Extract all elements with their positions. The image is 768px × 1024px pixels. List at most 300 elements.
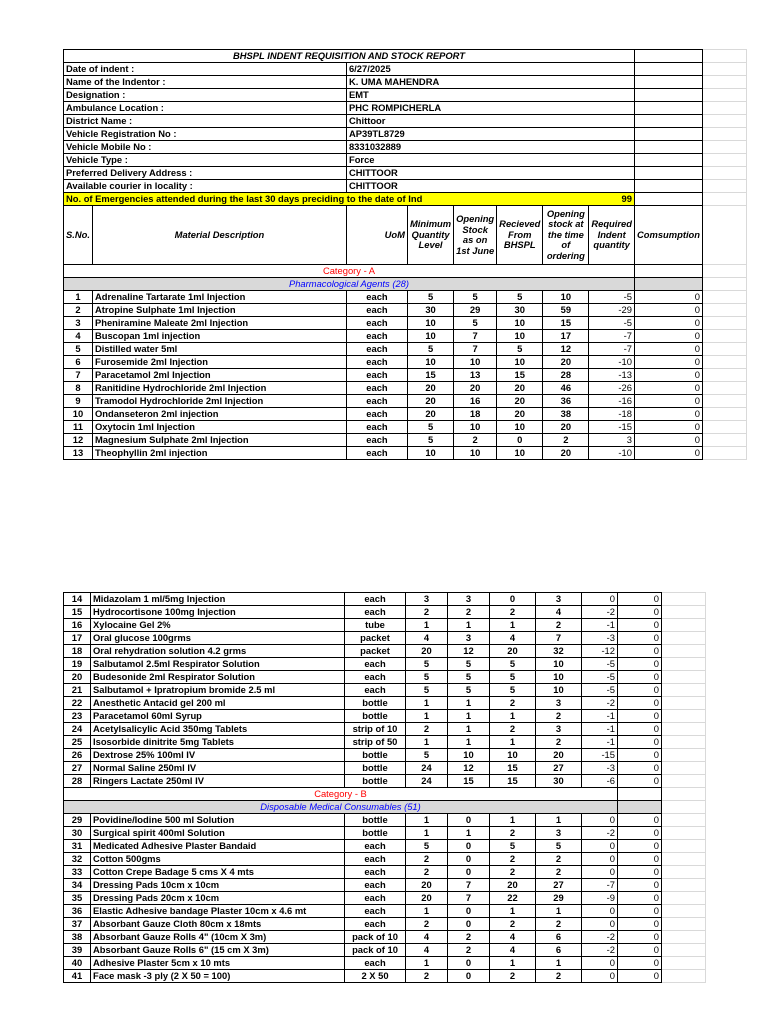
item-sno: 13 <box>64 447 93 460</box>
item-opening-stock: 0 <box>448 814 490 827</box>
item-received: 2 <box>490 853 536 866</box>
item-opening-stock: 2 <box>454 434 497 447</box>
item-description: Salbutamol 2.5ml Respirator Solution <box>91 658 345 671</box>
item-sno: 8 <box>64 382 93 395</box>
item-sno: 32 <box>64 853 91 866</box>
category-a-row-label: Category - A <box>64 265 635 278</box>
item-sno: 41 <box>64 970 91 983</box>
item-min-qty: 5 <box>406 749 448 762</box>
item-stock-at-order: 6 <box>536 931 582 944</box>
item-uom: packet <box>345 645 406 658</box>
item-consumption: 0 <box>618 970 662 983</box>
item-required-qty: -26 <box>589 382 635 395</box>
table-row <box>64 749 706 762</box>
info-value: 6/27/2025 <box>346 63 634 76</box>
header-stock: Opening stock at the time of ordering <box>543 206 589 265</box>
item-description: Medicated Adhesive Plaster Bandaid <box>91 840 345 853</box>
item-sno: 25 <box>64 736 91 749</box>
item-uom: each <box>345 892 406 905</box>
item-min-qty: 30 <box>407 304 453 317</box>
item-min-qty: 1 <box>406 710 448 723</box>
item-consumption: 0 <box>618 918 662 931</box>
item-received: 5 <box>490 658 536 671</box>
item-consumption: 0 <box>618 606 662 619</box>
item-stock-at-order: 2 <box>536 918 582 931</box>
table-row <box>64 814 706 827</box>
item-sno: 34 <box>64 879 91 892</box>
item-uom: strip of 50 <box>345 736 406 749</box>
item-consumption: 0 <box>634 395 702 408</box>
item-uom: each <box>345 918 406 931</box>
info-value: Chittoor <box>346 115 634 128</box>
item-description: Adhesive Plaster 5cm x 10 mts <box>91 957 345 970</box>
table-row <box>64 723 706 736</box>
item-required-qty: 0 <box>582 970 618 983</box>
item-min-qty: 1 <box>406 957 448 970</box>
info-label: Preferred Delivery Address : <box>64 167 347 180</box>
item-uom: pack of 10 <box>345 931 406 944</box>
item-consumption: 0 <box>618 684 662 697</box>
item-received: 1 <box>490 736 536 749</box>
item-min-qty: 2 <box>406 853 448 866</box>
item-uom: 2 X 50 <box>345 970 406 983</box>
item-received: 2 <box>490 723 536 736</box>
item-sno: 23 <box>64 710 91 723</box>
item-required-qty: -7 <box>589 330 635 343</box>
header-consumption: Comsumption <box>634 206 702 265</box>
info-row <box>64 180 747 193</box>
item-consumption: 0 <box>618 671 662 684</box>
info-row <box>64 63 747 76</box>
item-description: Acetylsalicylic Acid 350mg Tablets <box>91 723 345 736</box>
item-received: 10 <box>497 330 543 343</box>
item-min-qty: 10 <box>407 317 453 330</box>
item-stock-at-order: 2 <box>536 853 582 866</box>
item-sno: 22 <box>64 697 91 710</box>
item-stock-at-order: 3 <box>536 697 582 710</box>
item-stock-at-order: 2 <box>536 710 582 723</box>
info-value: 8331032889 <box>346 141 634 154</box>
table-row <box>64 931 706 944</box>
item-description: Cotton 500gms <box>91 853 345 866</box>
item-received: 5 <box>497 343 543 356</box>
table-row <box>64 879 706 892</box>
item-description: Hydrocortisone 100mg Injection <box>91 606 345 619</box>
item-consumption: 0 <box>618 632 662 645</box>
item-uom: each <box>346 356 407 369</box>
info-label: Name of the Indentor : <box>64 76 347 89</box>
item-sno: 4 <box>64 330 93 343</box>
item-stock-at-order: 2 <box>536 866 582 879</box>
item-opening-stock: 3 <box>448 593 490 606</box>
info-value: CHITTOOR <box>346 167 634 180</box>
table-row <box>64 447 747 460</box>
item-opening-stock: 7 <box>448 892 490 905</box>
item-required-qty: -1 <box>582 723 618 736</box>
item-description: Xylocaine Gel 2% <box>91 619 345 632</box>
table-row <box>64 775 706 788</box>
item-min-qty: 2 <box>406 866 448 879</box>
item-min-qty: 5 <box>407 434 453 447</box>
table-row <box>64 840 706 853</box>
item-stock-at-order: 3 <box>536 827 582 840</box>
item-required-qty: -1 <box>582 736 618 749</box>
item-sno: 14 <box>64 593 91 606</box>
item-stock-at-order: 10 <box>536 658 582 671</box>
info-row <box>64 89 747 102</box>
item-min-qty: 20 <box>406 879 448 892</box>
item-required-qty: -7 <box>589 343 635 356</box>
item-stock-at-order: 20 <box>536 749 582 762</box>
item-opening-stock: 10 <box>454 447 497 460</box>
item-received: 20 <box>497 395 543 408</box>
item-uom: packet <box>345 632 406 645</box>
info-value: EMT <box>346 89 634 102</box>
item-description: Theophyllin 2ml injection <box>92 447 346 460</box>
item-stock-at-order: 20 <box>543 356 589 369</box>
item-opening-stock: 7 <box>448 879 490 892</box>
item-uom: each <box>345 879 406 892</box>
item-sno: 33 <box>64 866 91 879</box>
item-min-qty: 4 <box>406 632 448 645</box>
item-required-qty: -29 <box>589 304 635 317</box>
item-opening-stock: 20 <box>454 382 497 395</box>
item-uom: strip of 10 <box>345 723 406 736</box>
info-row <box>64 102 747 115</box>
report-title: BHSPL INDENT REQUISITION AND STOCK REPORT <box>64 50 635 63</box>
item-consumption: 0 <box>618 775 662 788</box>
item-min-qty: 2 <box>406 918 448 931</box>
item-min-qty: 1 <box>406 697 448 710</box>
info-value: AP39TL8729 <box>346 128 634 141</box>
info-row <box>64 154 747 167</box>
table-row <box>64 866 706 879</box>
item-opening-stock: 10 <box>454 356 497 369</box>
item-min-qty: 1 <box>406 619 448 632</box>
item-received: 10 <box>497 317 543 330</box>
table-row <box>64 827 706 840</box>
item-required-qty: -5 <box>582 658 618 671</box>
item-required-qty: -2 <box>582 827 618 840</box>
item-sno: 17 <box>64 632 91 645</box>
table-row <box>64 317 747 330</box>
item-consumption: 0 <box>618 944 662 957</box>
item-description: Surgical spirit 400ml Solution <box>91 827 345 840</box>
item-uom: each <box>346 382 407 395</box>
item-stock-at-order: 38 <box>543 408 589 421</box>
item-sno: 3 <box>64 317 93 330</box>
table-row <box>64 395 747 408</box>
item-opening-stock: 5 <box>448 658 490 671</box>
item-required-qty: -13 <box>589 369 635 382</box>
item-received: 20 <box>497 382 543 395</box>
item-required-qty: -5 <box>582 671 618 684</box>
info-label: Date of indent : <box>64 63 347 76</box>
item-description: Tramodol Hydrochloride 2ml Injection <box>92 395 346 408</box>
item-stock-at-order: 4 <box>536 606 582 619</box>
item-uom: each <box>346 304 407 317</box>
item-consumption: 0 <box>618 905 662 918</box>
item-received: 10 <box>497 356 543 369</box>
item-min-qty: 20 <box>406 645 448 658</box>
item-received: 20 <box>490 645 536 658</box>
item-opening-stock: 0 <box>448 918 490 931</box>
indent-report-table-page2 <box>63 592 706 983</box>
item-uom: each <box>345 957 406 970</box>
table-row <box>64 892 706 905</box>
item-min-qty: 3 <box>406 593 448 606</box>
item-received: 2 <box>490 827 536 840</box>
item-description: Midazolam 1 ml/5mg Injection <box>91 593 345 606</box>
header-min: Minimum Quantity Level <box>407 206 453 265</box>
item-stock-at-order: 17 <box>543 330 589 343</box>
item-description: Paracetamol 60ml Syrup <box>91 710 345 723</box>
item-sno: 29 <box>64 814 91 827</box>
item-stock-at-order: 27 <box>536 879 582 892</box>
item-description: Dressing Pads 20cm x 10cm <box>91 892 345 905</box>
info-value: K. UMA MAHENDRA <box>346 76 634 89</box>
item-opening-stock: 1 <box>448 827 490 840</box>
item-opening-stock: 7 <box>454 330 497 343</box>
item-stock-at-order: 10 <box>543 291 589 304</box>
item-opening-stock: 16 <box>454 395 497 408</box>
item-uom: each <box>345 853 406 866</box>
item-description: Buscopan 1ml injection <box>92 330 346 343</box>
item-stock-at-order: 7 <box>536 632 582 645</box>
info-row <box>64 76 747 89</box>
item-description: Oral rehydration solution 4.2 grms <box>91 645 345 658</box>
item-stock-at-order: 1 <box>536 814 582 827</box>
item-stock-at-order: 2 <box>536 736 582 749</box>
item-uom: each <box>345 866 406 879</box>
header-required: Required Indent quantity <box>589 206 635 265</box>
table-row <box>64 658 706 671</box>
item-stock-at-order: 6 <box>536 944 582 957</box>
header-sno: S.No. <box>64 206 93 265</box>
item-required-qty: -3 <box>582 762 618 775</box>
item-description: Normal Saline 250ml IV <box>91 762 345 775</box>
item-min-qty: 2 <box>406 970 448 983</box>
item-min-qty: 10 <box>407 447 453 460</box>
item-description: Dressing Pads 10cm x 10cm <box>91 879 345 892</box>
item-consumption: 0 <box>634 447 702 460</box>
item-description: Magnesium Sulphate 2ml Injection <box>92 434 346 447</box>
emergencies-label: No. of Emergencies attended during the last 30 days preciding to the date of Ind <box>64 193 497 206</box>
item-description: Povidine/Iodine 500 ml Solution <box>91 814 345 827</box>
table-row <box>64 736 706 749</box>
item-stock-at-order: 3 <box>536 723 582 736</box>
item-stock-at-order: 36 <box>543 395 589 408</box>
item-uom: bottle <box>345 749 406 762</box>
item-description: Dextrose 25% 100ml IV <box>91 749 345 762</box>
item-required-qty: -1 <box>582 710 618 723</box>
item-received: 1 <box>490 957 536 970</box>
item-stock-at-order: 27 <box>536 762 582 775</box>
item-received: 4 <box>490 632 536 645</box>
item-required-qty: -7 <box>582 879 618 892</box>
item-min-qty: 1 <box>406 736 448 749</box>
item-required-qty: 0 <box>582 814 618 827</box>
item-consumption: 0 <box>634 291 702 304</box>
item-description: Furosemide 2ml Injection <box>92 356 346 369</box>
item-opening-stock: 1 <box>448 619 490 632</box>
item-description: Oral glucose 100grms <box>91 632 345 645</box>
item-uom: each <box>346 408 407 421</box>
item-consumption: 0 <box>618 892 662 905</box>
item-opening-stock: 0 <box>448 840 490 853</box>
table-row <box>64 330 747 343</box>
item-description: Absorbant Gauze Cloth 80cm x 18mts <box>91 918 345 931</box>
pharm-agents-row <box>64 278 747 291</box>
item-description: Atropine Sulphate 1ml Injection <box>92 304 346 317</box>
item-sno: 21 <box>64 684 91 697</box>
item-uom: each <box>346 434 407 447</box>
table-row <box>64 970 706 983</box>
item-opening-stock: 0 <box>448 957 490 970</box>
item-required-qty: -9 <box>582 892 618 905</box>
info-label: Ambulance Location : <box>64 102 347 115</box>
item-opening-stock: 5 <box>454 317 497 330</box>
item-sno: 36 <box>64 905 91 918</box>
item-required-qty: -12 <box>582 645 618 658</box>
item-uom: each <box>346 447 407 460</box>
item-sno: 35 <box>64 892 91 905</box>
table-row <box>64 593 706 606</box>
item-sno: 38 <box>64 931 91 944</box>
item-received: 10 <box>490 749 536 762</box>
item-description: Oxytocin 1ml Injection <box>92 421 346 434</box>
item-required-qty: -2 <box>582 944 618 957</box>
item-required-qty: -15 <box>582 749 618 762</box>
item-opening-stock: 5 <box>454 291 497 304</box>
item-description: Salbutamol + Ipratropium bromide 2.5 ml <box>91 684 345 697</box>
item-min-qty: 24 <box>406 762 448 775</box>
item-uom: each <box>346 317 407 330</box>
item-required-qty: -10 <box>589 356 635 369</box>
item-sno: 15 <box>64 606 91 619</box>
item-required-qty: 0 <box>582 905 618 918</box>
item-received: 2 <box>490 606 536 619</box>
item-consumption: 0 <box>618 762 662 775</box>
item-sno: 26 <box>64 749 91 762</box>
item-stock-at-order: 30 <box>536 775 582 788</box>
item-stock-at-order: 1 <box>536 905 582 918</box>
item-consumption: 0 <box>634 317 702 330</box>
item-description: Elastic Adhesive bandage Plaster 10cm x 4.6 mt <box>91 905 345 918</box>
item-received: 22 <box>490 892 536 905</box>
item-sno: 20 <box>64 671 91 684</box>
item-min-qty: 5 <box>406 658 448 671</box>
item-required-qty: -3 <box>582 632 618 645</box>
item-received: 5 <box>490 840 536 853</box>
item-description: Budesonide 2ml Respirator Solution <box>91 671 345 684</box>
item-opening-stock: 0 <box>448 853 490 866</box>
item-received: 0 <box>497 434 543 447</box>
header-uom: UoM <box>346 206 407 265</box>
item-received: 15 <box>490 762 536 775</box>
item-description: Pheniramine Maleate 2ml Injection <box>92 317 346 330</box>
item-min-qty: 5 <box>406 840 448 853</box>
item-stock-at-order: 20 <box>543 447 589 460</box>
item-received: 2 <box>490 918 536 931</box>
item-consumption: 0 <box>618 619 662 632</box>
item-consumption: 0 <box>634 369 702 382</box>
item-min-qty: 1 <box>406 827 448 840</box>
table-row <box>64 684 706 697</box>
item-required-qty: -2 <box>582 606 618 619</box>
item-description: Distilled water 5ml <box>92 343 346 356</box>
item-min-qty: 20 <box>407 395 453 408</box>
item-consumption: 0 <box>618 723 662 736</box>
pharm-agents-row-label: Pharmacological Agents (28) <box>64 278 635 291</box>
item-consumption: 0 <box>634 408 702 421</box>
item-required-qty: 0 <box>582 840 618 853</box>
info-label: Available courier in locality : <box>64 180 347 193</box>
item-received: 4 <box>490 931 536 944</box>
item-consumption: 0 <box>618 814 662 827</box>
item-consumption: 0 <box>634 356 702 369</box>
item-min-qty: 1 <box>406 905 448 918</box>
item-opening-stock: 5 <box>448 671 490 684</box>
table-row <box>64 369 747 382</box>
item-stock-at-order: 15 <box>543 317 589 330</box>
item-opening-stock: 2 <box>448 606 490 619</box>
table-row <box>64 632 706 645</box>
item-required-qty: -6 <box>582 775 618 788</box>
item-sno: 24 <box>64 723 91 736</box>
table-row <box>64 382 747 395</box>
item-required-qty: -16 <box>589 395 635 408</box>
table-row <box>64 434 747 447</box>
item-sno: 27 <box>64 762 91 775</box>
item-sno: 30 <box>64 827 91 840</box>
item-required-qty: 3 <box>589 434 635 447</box>
item-opening-stock: 2 <box>448 931 490 944</box>
item-min-qty: 4 <box>406 944 448 957</box>
item-stock-at-order: 20 <box>543 421 589 434</box>
info-label: Vehicle Mobile No : <box>64 141 347 154</box>
item-received: 20 <box>497 408 543 421</box>
disposables-row-label: Disposable Medical Consumables (51) <box>64 801 618 814</box>
item-uom: each <box>346 421 407 434</box>
item-min-qty: 2 <box>406 606 448 619</box>
item-uom: bottle <box>345 814 406 827</box>
item-consumption: 0 <box>618 593 662 606</box>
item-received: 2 <box>490 697 536 710</box>
item-opening-stock: 1 <box>448 697 490 710</box>
item-opening-stock: 0 <box>448 970 490 983</box>
item-uom: each <box>346 395 407 408</box>
header-opening: Opening Stock as on 1st June <box>454 206 497 265</box>
item-uom: each <box>346 330 407 343</box>
item-opening-stock: 0 <box>448 905 490 918</box>
item-consumption: 0 <box>618 931 662 944</box>
item-min-qty: 24 <box>406 775 448 788</box>
item-min-qty: 15 <box>407 369 453 382</box>
item-opening-stock: 15 <box>448 775 490 788</box>
item-sno: 1 <box>64 291 93 304</box>
item-uom: bottle <box>345 697 406 710</box>
item-uom: each <box>345 606 406 619</box>
item-received: 1 <box>490 905 536 918</box>
emergencies-row <box>64 193 747 206</box>
item-opening-stock: 1 <box>448 723 490 736</box>
table-row <box>64 697 706 710</box>
item-uom: each <box>346 369 407 382</box>
item-consumption: 0 <box>618 697 662 710</box>
item-required-qty: -10 <box>589 447 635 460</box>
item-consumption: 0 <box>618 749 662 762</box>
